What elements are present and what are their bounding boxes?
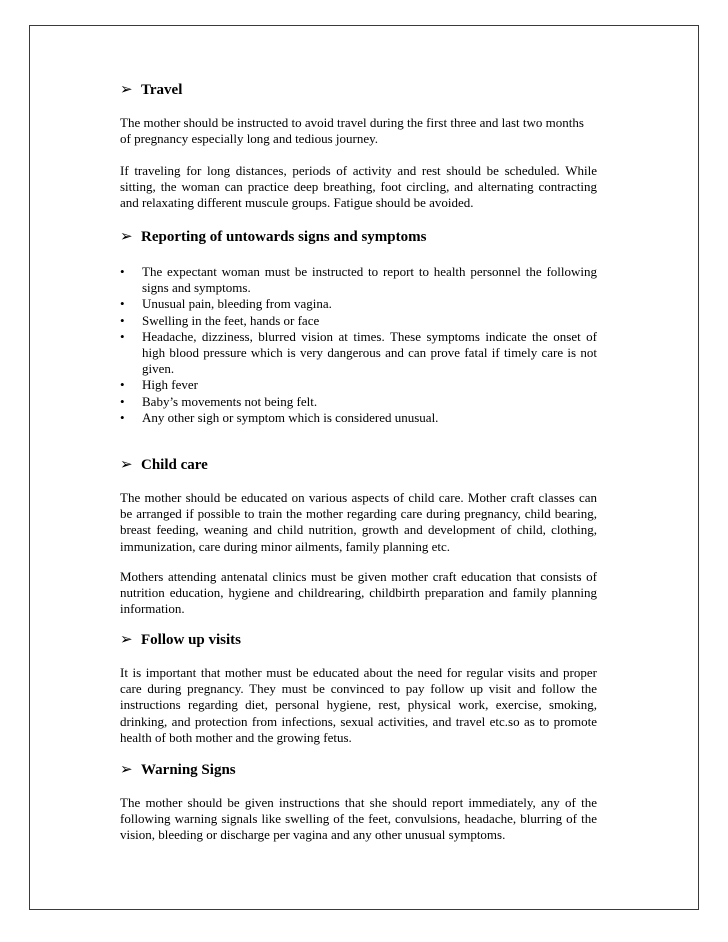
arrow-bullet-icon: ➢ xyxy=(120,82,133,98)
list-item: • Unusual pain, bleeding from vagina. xyxy=(120,296,332,312)
bullet-icon: • xyxy=(120,393,125,409)
paragraph: It is important that mother must be educated about the need for regular visits and proper care during pregnancy. They must be convinced to pay follow up visit and follow the instructions regarding diet, personal hygiene, rest, physical work, exercise, smoking, drinking, and protection from infections, sexual activities, and travel etc.so as to promote health of both mother and the growing fetus. xyxy=(120,665,597,745)
bullet-icon: • xyxy=(120,328,125,344)
heading-text: Warning Signs xyxy=(141,762,236,778)
heading-text: Travel xyxy=(141,82,183,98)
symptom-list xyxy=(120,264,597,426)
paragraph: The mother should be instructed to avoid travel during the first three and last two months of pregnancy especially long and tedious journey. xyxy=(120,115,584,147)
list-item: • High fever xyxy=(120,377,198,393)
bullet-icon: • xyxy=(120,264,125,279)
list-item: • Any other sigh or symptom which is considered unusual. xyxy=(120,409,439,425)
paragraph: Mothers attending antenatal clinics must be given mother craft education that consists of nutrition education, hygiene and childrearing, childbirth preparation and family planning information. xyxy=(120,569,597,617)
arrow-bullet-icon: ➢ xyxy=(120,632,133,648)
section-heading-travel xyxy=(120,81,182,99)
section-heading-child-care xyxy=(120,456,208,474)
arrow-bullet-icon: ➢ xyxy=(120,457,133,473)
arrow-bullet-icon: ➢ xyxy=(120,762,133,778)
paragraph: If traveling for long distances, periods of activity and rest should be scheduled. While sitting, the woman can practice deep breathing, foot circling, and alternating contracting and relaxating different muscule groups. Fatigue should be avoided. xyxy=(120,163,597,211)
list-item: • Headache, dizziness, blurred vision at times. These symptoms indicate the onset of high blood pressure which is very dangerous and can prove fatal if timely care is not given. xyxy=(120,328,597,377)
paragraph: The mother should be given instructions that she should report immediately, any of the following warning signals like swelling of the feet, convulsions, headache, blurring of the vision, bleeding or discharge per vagina and any other unusual symptoms. xyxy=(120,795,597,843)
bullet-icon: • xyxy=(120,409,125,425)
bullet-icon: • xyxy=(120,296,125,312)
arrow-bullet-icon: ➢ xyxy=(120,229,133,245)
heading-text: Child care xyxy=(141,457,208,473)
paragraph: The mother should be educated on various aspects of child care. Mother craft classes can be arranged if possible to train the mother regarding care during pregnancy, child bearing, breast feeding, weaning and child nutrition, growth and development of child, clothing, immunization, care during minor ailments, family planning etc. xyxy=(120,490,597,554)
section-heading-follow-up-visits xyxy=(120,631,241,649)
list-item: • Baby’s movements not being felt. xyxy=(120,393,318,409)
heading-text: Reporting of untowards signs and symptoms xyxy=(141,229,427,245)
section-heading-reporting xyxy=(120,228,426,246)
bullet-icon: • xyxy=(120,312,125,328)
list-item: • The expectant woman must be instructed to report to health personnel the following signs and symptoms. xyxy=(120,264,597,296)
heading-text: Follow up visits xyxy=(141,632,242,648)
bullet-icon: • xyxy=(120,377,125,393)
section-heading-warning-signs xyxy=(120,761,236,779)
list-item: • Swelling in the feet, hands or face xyxy=(120,312,320,328)
